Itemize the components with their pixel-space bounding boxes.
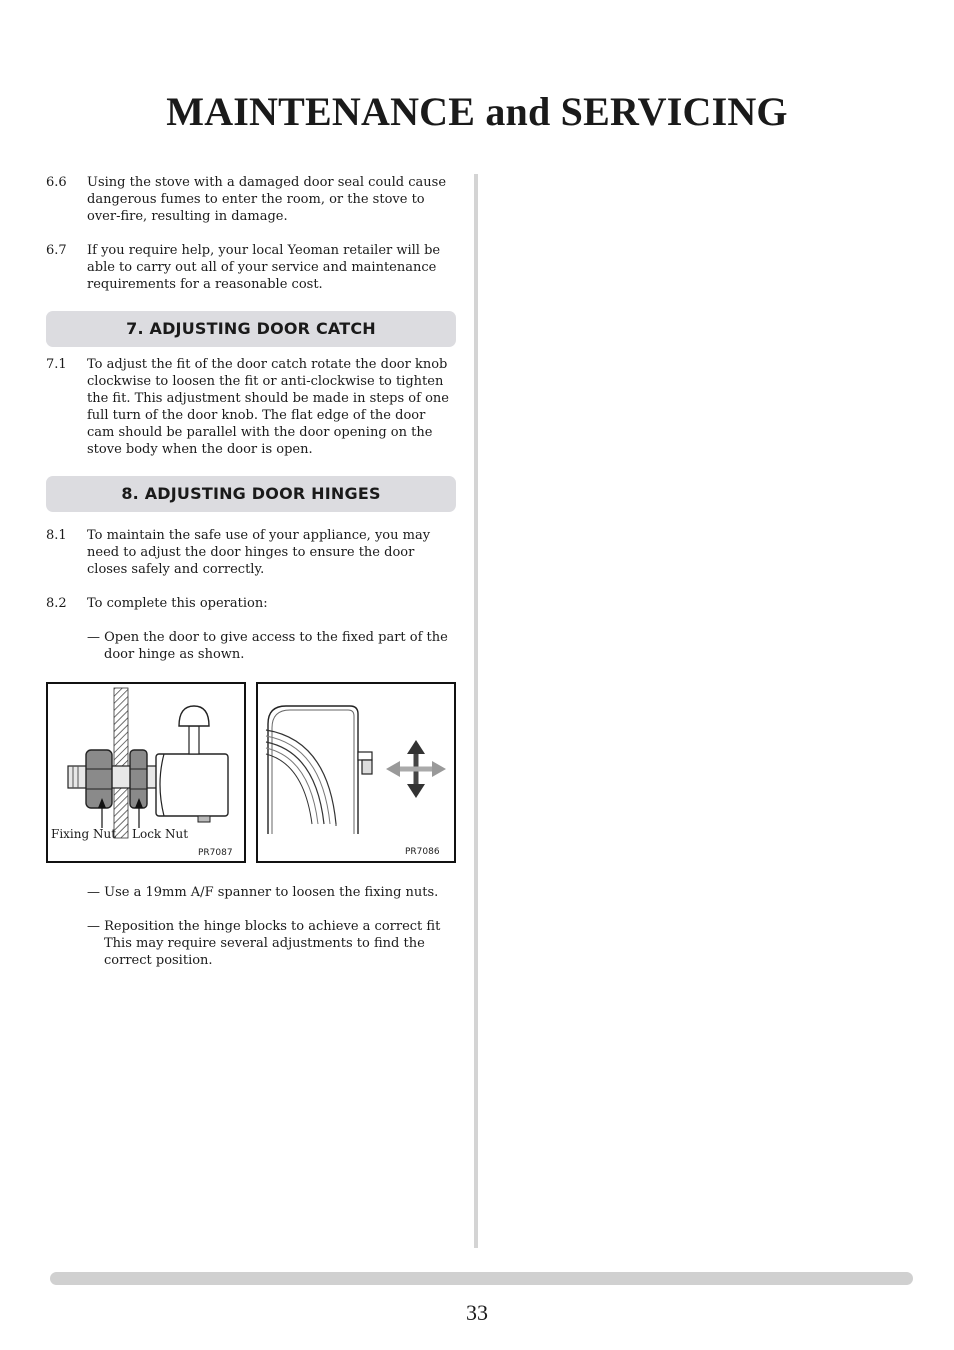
figure-code: PR7086 (405, 847, 440, 857)
paragraph-text: To adjust the fit of the door catch rotate the door knob clockwise to loosen the fit or anti-clockwise to tighten the fit. This adjustment should be made in steps of one full turn of the door knob. The flat edge of the door cam should be parallel with the door opening on the stove body when the door is open. (87, 357, 449, 457)
page-number: 33 (466, 1300, 488, 1325)
label-fixing-nut: Fixing Nut (51, 827, 117, 841)
step-reposition-line1: — Reposition the hinge blocks to achieve a correct fit (87, 919, 441, 934)
paragraph-number: 8.2 (46, 596, 67, 611)
column-divider (474, 174, 478, 1248)
paragraph-text: Using the stove with a damaged door seal could cause dangerous fumes to enter the room, or the stove to over-fire, resulting in damage. (87, 175, 447, 224)
step-reposition (46, 918, 456, 969)
paragraph-8-1 (46, 527, 456, 578)
paragraph-8-2 (46, 595, 456, 612)
paragraph-text: If you require help, your local Yeoman retailer will be able to carry out all of your service and maintenance requirements for a reasonable cost. (87, 243, 441, 292)
paragraph-6-6 (46, 174, 456, 225)
figure-code: PR7087 (198, 848, 233, 858)
step-loosen-nuts: — Use a 19mm A/F spanner to loosen the fixing nuts. (87, 885, 439, 900)
paragraph-text: To complete this operation: (87, 596, 268, 611)
paragraph-number: 8.1 (46, 528, 67, 543)
paragraph-text: To maintain the safe use of your appliance, you may need to adjust the door hinges to ensure the door closes safely and correctly. (87, 528, 431, 577)
figure-row (46, 682, 456, 863)
section-heading-door-catch: 7. ADJUSTING DOOR CATCH (46, 311, 456, 347)
page-title: MAINTENANCE and SERVICING (166, 89, 788, 134)
paragraph-number: 6.7 (46, 243, 67, 258)
figure-door-hinge (256, 682, 456, 863)
figure-hinge-nuts (46, 682, 246, 863)
left-column (46, 174, 456, 969)
step-open-door: — Open the door to give access to the fixed part of the door hinge as shown. (87, 630, 448, 662)
footer-bar (50, 1272, 913, 1285)
label-lock-nut: Lock Nut (132, 827, 189, 841)
paragraph-number: 7.1 (46, 357, 67, 372)
step-reposition-line2: This may require several adjustments to find the correct position. (104, 936, 425, 968)
paragraph-number: 6.6 (46, 175, 67, 190)
paragraph-7-1 (46, 356, 456, 458)
section-heading-door-hinges: 8. ADJUSTING DOOR HINGES (46, 476, 456, 512)
door-hinge-drawing (258, 684, 454, 861)
paragraph-6-7 (46, 242, 456, 293)
